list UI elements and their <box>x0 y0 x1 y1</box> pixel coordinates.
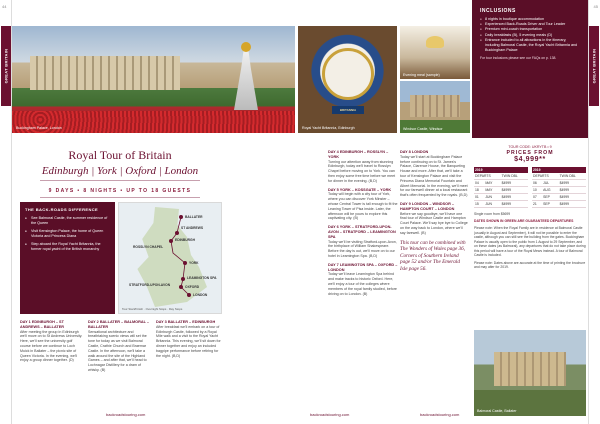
gilded-statue <box>241 42 251 52</box>
victoria-memorial <box>234 50 258 110</box>
legend-item: Overnight Stops <box>145 307 167 311</box>
city-label: ST ANDREWS <box>181 226 204 230</box>
route-line <box>119 203 222 314</box>
table-row: 01 JUN $4999 <box>474 194 528 201</box>
inclusions-footnote: For tour inclusions please see our FAQs on p. 138. <box>480 56 557 61</box>
box-heading: THE BACK-ROADS DIFFERENCE <box>25 207 99 212</box>
itinerary-column-5 <box>400 148 468 276</box>
dates-note: Please note: Dates above are accurate at the time of printing the brochure and may alter for 2019. <box>474 260 586 269</box>
city-label: STRATFORD-UPON-AVON <box>129 283 171 287</box>
balmoral-note: Please note: When the Royal Family are in residence at Balmoral Castle (usually in August and September), it will not be possible to enter the castle, although you can still see the building from the gates. Buckingham Palace is usually open to the public from 1 August to 29 September, and on these dates (as Balmoral), any departures that do not take place during this period will have a tour of the Royal Mews instead. A tour of Balmoral Castle is included. <box>474 226 586 257</box>
legend-item: Day Stops <box>168 307 183 311</box>
city-marker <box>179 215 183 219</box>
plate-rim <box>322 48 374 100</box>
price-notes <box>474 208 586 270</box>
inclusions-panel <box>472 0 588 138</box>
list-item: ● Experienced Back-Roads Driver and Tour Leader <box>480 22 581 27</box>
column-header: DEPARTS <box>474 173 501 180</box>
table-row: 06 JUL $4999 <box>532 180 586 187</box>
section-tab-label: GREAT BRITAIN <box>591 48 597 84</box>
price-amount: $4,999** <box>514 156 546 163</box>
city-marker <box>183 261 187 265</box>
day-heading: DAY 8 LONDON <box>400 150 429 154</box>
divider <box>40 180 200 181</box>
list-item: ● See Balmoral Castle, the summer residence of the Queen <box>25 216 110 226</box>
day-heading: DAY 4 EDINBURGH – ROSSLYN – YORK <box>328 150 389 159</box>
pricing-panel <box>474 145 586 270</box>
table-row: 18 MAY $4999 <box>474 187 528 194</box>
windsor-castle-photo <box>400 81 470 133</box>
day-heading: DAY 7 LEAMINGTON SPA – OXFORD – LONDON <box>328 262 398 272</box>
section-tab-right <box>589 26 599 106</box>
itinerary-column-1 <box>20 318 84 367</box>
day-text: Before we say goodbye, we'll have one final tour of Windsor Castle and Hampton Court Palace. We'll say bye bye to College on the way back to London, where we'll say farewell. (B) <box>400 211 468 235</box>
column-header: TWIN DBL <box>501 173 528 180</box>
stately-home <box>494 352 566 386</box>
city-marker <box>179 285 183 289</box>
castle-walls <box>410 95 460 117</box>
column-header: DEPARTS <box>532 173 559 180</box>
table-row: 10 AUG $4999 <box>532 187 586 194</box>
tour-title: Royal Tour of Britain <box>68 148 172 162</box>
list-item: ● Premium mini-coach transportation <box>480 27 581 32</box>
city-label: OXFORD <box>185 285 200 289</box>
chandelier <box>426 36 444 48</box>
table-row: 15 JUN $4999 <box>474 201 528 208</box>
photo-caption: Evening meal (sample) <box>403 73 440 77</box>
day-text: Today we'll leave Leamington Spa behind and make tracks to historic Oxford. Here, we'll enjoy a tour of the colleges where members of the royal family studied, before driving on to London. (B) <box>328 272 397 296</box>
divider <box>40 197 200 198</box>
tour-title-block <box>20 148 220 198</box>
day-text: Today will begin with a city tour of York, where you can discover York Minster – whose Central Tower is tall enough to fit the Leaning Tower of Pisa inside. Later, the afternoon will be yours to explore this captivating city. (B) <box>328 192 398 221</box>
buckingham-palace-photo <box>12 26 295 133</box>
section-tab-left <box>1 26 11 106</box>
day-text: Turning our attention away from stunning Edinburgh, today we'll travel to Rosslyn Chapel before moving on to York. You can then enjoy some free time before we meet for dinner in the evening. (B,D) <box>328 159 396 183</box>
list-item: ● Entrance included to all attractions in the itinerary, including Balmoral Castle, the Royal Yacht Britannia and Buckingham Palace <box>480 38 581 54</box>
photo-caption: Balmoral Castle, Ballater <box>477 409 517 413</box>
list-item: ● 8 nights in boutique accommodation <box>480 17 581 22</box>
city-marker <box>187 293 191 297</box>
city-label: LEAMINGTON SPA <box>187 276 217 280</box>
castle-howard-photo <box>474 330 586 416</box>
day-heading: DAY 6 YORK – STRATFORD-UPON-AVON – STRATFORD – LEAMINGTON SPA <box>328 225 396 239</box>
price-table <box>474 167 528 208</box>
table-row: 07 SEP $4999 <box>532 194 586 201</box>
photo-caption: Buckingham Palace, London <box>16 126 62 130</box>
difference-list <box>25 216 110 252</box>
day-heading: DAY 1 EDINBURGH – ST ANDREWS – BALLATER <box>20 320 65 329</box>
website-link[interactable]: backroadstouring.com <box>106 412 146 417</box>
tour-cities: Edinburgh | York | Oxford | London <box>41 165 199 177</box>
day-heading: DAY 3 BALLATER – EDINBURGH <box>156 320 216 324</box>
photo-caption: Royal Yacht Britannia, Edinburgh <box>302 126 355 130</box>
yacht-crockery-photo <box>298 26 397 133</box>
price-table <box>532 167 586 208</box>
map-legend: Tour Start/Finish · Overnight Stops · Day Stops <box>122 307 183 311</box>
itinerary-column-4 <box>328 148 398 300</box>
day-text: After breakfast we'll embark on a tour of Edinburgh Castle, followed by a Royal Mile walk and a visit to the Royal Yacht Britannia. This evening, we'll sit down for dinner together and enjoy an included bagpipe performance before retiring for the night. (B,D) <box>156 324 221 358</box>
inclusions-heading: INCLUSIONS <box>480 8 516 14</box>
day-text: Sensational architecture and breathtaking scenic views will set the tone for today as we visit Balmoral Castle, Crathie Church and Braemar Castle. In the afternoon, we'll take a walk around the site of the Highland Games – and after that, we'll head to Lochnagar Distillery for a dram of whisky. (B) <box>88 329 147 372</box>
legend-item: Tour Start/Finish <box>122 307 144 311</box>
table-year: 2019 <box>532 167 586 173</box>
day-heading: DAY 9 LONDON – WINDSOR – HAMPTON COURT – LONDON <box>400 201 455 211</box>
table-row: 04 MAY $4999 <box>474 180 528 187</box>
column-header: TWIN DBL <box>559 173 586 180</box>
route-map <box>118 202 222 314</box>
prices-from-label: PRICES FROM <box>506 150 554 156</box>
evening-meal-photo <box>400 26 470 79</box>
section-tab-label: GREAT BRITAIN <box>3 48 9 84</box>
page-number-right: 45 <box>593 4 598 9</box>
tour-code: TOUR CODE: UKRYTB • 9 <box>508 145 552 149</box>
day-text: Today we'll start at Buckingham Palace before continuing on to St. James's Palace, Clarence House, the Banqueting House and more. After that, we'll take a tour of Kensington Palace and visit the Princess Diana Memorial Fountain and Albert Memorial. In the evening, we'll meet for our farewell dinner at a local restaurant that's often frequented by the royals. (B,D) <box>400 154 468 198</box>
city-label: EDINBURGH <box>175 238 195 242</box>
website-link[interactable]: backroadstouring.com <box>420 412 460 417</box>
city-label: BALLATER <box>185 215 203 219</box>
palace-facade <box>30 56 180 90</box>
city-label: ROSSLYN CHAPEL <box>133 245 164 249</box>
itinerary-column-2 <box>88 318 152 377</box>
combine-tours-note: This tour can be combined with The Wonders of Wales page 36, Corners of Southern Ireland page 52 and/or The Emerald Isle page 56. <box>400 239 466 272</box>
day-text: Today we'll be visiting Stratford-upon-Avon, the birthplace of William Shakespeare. Before the day is out, we'll move on to our hotel in Leamington Spa. (B,D) <box>328 239 397 258</box>
city-marker <box>169 239 173 243</box>
page-number-left: 44 <box>2 4 7 9</box>
city-label: YORK <box>189 261 199 265</box>
tour-meta: 9 DAYS • 8 NIGHTS • UP TO 18 GUESTS <box>48 188 192 194</box>
website-link[interactable]: backroadstouring.com <box>310 412 350 417</box>
inclusions-list <box>480 17 581 53</box>
table-year: 2019 <box>474 167 528 173</box>
list-item: ● Visit Kensington Palace, the home of Queen Victoria and Princess Diana <box>25 229 110 239</box>
photo-caption: Windsor Castle, Windsor <box>403 127 443 131</box>
day-heading: DAY 2 BALLATER – BALMORAL – BALLATER <box>88 320 150 329</box>
city-marker <box>175 231 179 235</box>
day-text: After meeting the group in Edinburgh we'll move on to St Andrews University. Here, we'll see the university golf course before we continue to Loch Muick in Ballater – the picnic site of Queen Victoria. In the evening, we'll enjoy a group dinner together. (D) <box>20 329 83 363</box>
list-item: ● Step aboard the Royal Yacht Britannia, the former royal yacht of the British monarchy <box>25 242 110 252</box>
table-row: 21 SEP $4999 <box>532 201 586 208</box>
list-item: ● Daily breakfasts (B), 5 evening meals (D) <box>480 33 581 38</box>
single-supplement: Single room from $5699 <box>474 212 511 216</box>
guaranteed-note: DATES SHOWN IN GREEN ARE GUARANTEED DEPARTURES <box>474 218 574 223</box>
city-label: LONDON <box>193 293 208 297</box>
britannia-label: BRITANNIA <box>332 106 364 114</box>
city-marker <box>181 277 185 281</box>
back-roads-difference-box <box>20 202 115 314</box>
day-heading: DAY 5 YORK – KOSSGATE – YORK <box>328 187 392 192</box>
itinerary-column-3 <box>156 318 222 362</box>
